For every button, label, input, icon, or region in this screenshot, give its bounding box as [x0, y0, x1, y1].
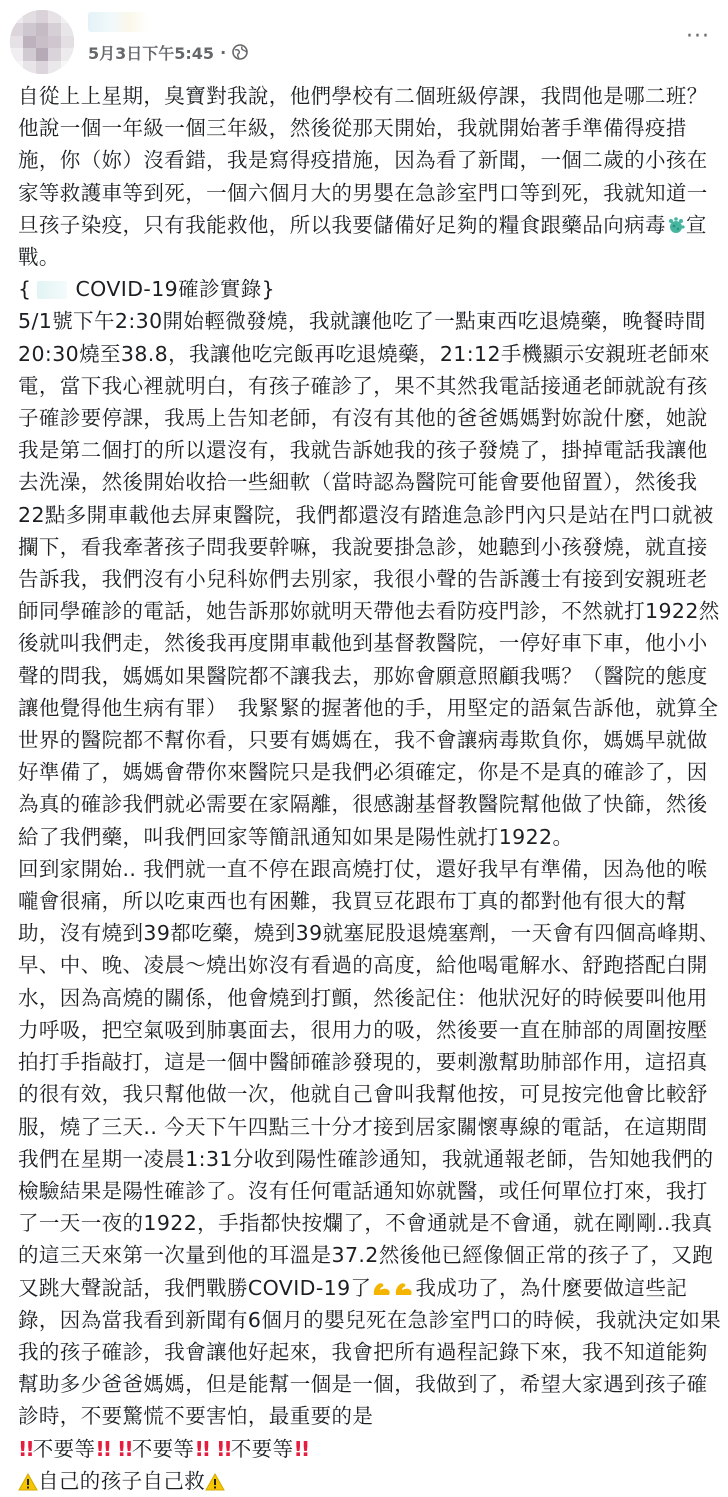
- double-exclamation-icon: !!: [117, 1436, 132, 1461]
- post-paragraph-3: 5/1號下午2:30開始輕微發燒，我就讓他吃了一點東西吃退燒藥，晚餐時間20:30燒至38.8，我讓他吃完飯再吃退燒藥，21:12手機顯示安親班老師來電，當下我心裡就明白，有孩子確診了，果不其然我電話接通老師就說有孩子確診要停課，我馬上告知老師，有沒有其他的爸爸媽媽對妳說什麼，她說我是第二個打的所以還沒有，我就告訴她我的孩子發燒了，掛掉電話我讓他去洗澡，然後開始收拾一些細軟（當時認為醫院可能會要他留置），然後我22點多開車載他去屏東醫院，我們都還沒有踏進急診門內只是站在門口就被攔下，看我牽著孩子問我要幹嘛，我說要掛急診，她聽到小孩發燒，就直接告訴我，我們沒有小兒科妳們去別家，我很小聲的告訴護士有接到安親班老師同學確診的電話，她告訴那妳就明天帶他去看防疫門診，不然就打1922然後就叫我們走，然後我再度開車載他到基督教醫院，一停好車下車，他小小聲的問我，媽媽如果醫院都不讓我去，那妳會願意照顧我嗎？（醫院的態度讓他覺得他生病有罪） 我緊緊的握著他的手，用堅定的語氣告訴他，就算全世界的醫院都不幫你看，只要有媽媽在，我不會讓病毒欺負你，媽媽早就做好準備了，媽媽會帶你來醫院只是我們必須確定，你是不是真的確診了，因為真的確診我們就必需要在家隔離，很感謝基督教醫院幫他做了快篩，然後給了我們藥，叫我們回家等簡訊通知如果是陽性就打1922。: [18, 309, 720, 849]
- double-exclamation-icon: !!: [18, 1436, 33, 1461]
- post-paragraph-4: 回到家開始.. 我們就一直不停在跟高燒打仗，還好我早有準備，因為他的喉嚨會很痛，所以吃東西也有困難，我買豆花跟布丁真的都對他有很大的幫助，沒有燒到39都吃藥，燒到39就塞屁股退燒塞劑，一天會有四個高峰期、早、中、晚、凌晨～燒出妳沒有看過的高度，給他喝電解水、舒跑搭配白開水，因為高燒的關係，他會燒到打顫，然後記住：他狀況好的時候要叫他用力呼吸，把空氣吸到肺裏面去，很用力的吸，然後要一直在肺部的周圍按壓拍打手指敲打，這是一個中醫師確診發現的，要刺激幫助肺部作用，這招真的很有效，我只幫他做一次，他就自己會叫我幫他按，可見按完他會比較舒服，燒了三天.. 今天下午四點三十分才接到居家關懷專線的電話，在這期間我們在星期一凌晨1:31分收到陽性確診通知，我就通報老師，告知她我們的檢驗結果是陽性確診了。沒有任何電話通知妳就醫，或任何單位打來，我打了一天一夜的1922，手指都快按爛了，不會通就是不會通，就在剛剛..我真的這三天來第一次量到他的耳溫是37.2然後他已經像個正常的孩子了，又跑又跳大聲說話，我們戰勝COVID-19了 我成功了，為什麼要做這些記錄，因為當我看到新聞有6個月的嬰兒死在急診室門口的時候，我就決定如果我的孩子確診，我會讓他好起來，我會把所有過程記錄下來，我不知道能夠幫助多少爸爸媽媽，但是能幫一個是一個，我做到了，希望大家遇到孩子確診時，不要驚慌不要害怕，最重要的是: [18, 856, 722, 1429]
- double-exclamation-icon: !!: [216, 1436, 231, 1461]
- more-options-button[interactable]: [682, 24, 714, 48]
- double-exclamation-icon: !!: [293, 1436, 309, 1461]
- globe-icon[interactable]: [232, 44, 248, 60]
- warning-icon: [205, 1473, 225, 1491]
- post-meta: 5月3日下午5:45 ·: [88, 40, 248, 64]
- virus-icon: [666, 216, 686, 236]
- post-paragraph-2: { COVID-19確診實錄}: [18, 277, 276, 302]
- flexed-biceps-icon: [393, 1279, 415, 1299]
- post-paragraph-5: !!不要等!! !!不要等!! !!不要等!!: [18, 1436, 309, 1461]
- double-exclamation-icon: !!: [95, 1436, 111, 1461]
- author-name[interactable]: [88, 12, 148, 32]
- avatar[interactable]: [10, 10, 74, 74]
- warning-icon: [18, 1473, 38, 1491]
- post-header: [0, 0, 728, 80]
- post-paragraph-6: 自己的孩子自己救: [18, 1465, 722, 1497]
- flexed-biceps-icon: [371, 1279, 393, 1299]
- more-dots-icon: ···: [686, 23, 710, 49]
- double-exclamation-icon: !!: [194, 1436, 210, 1461]
- redacted-name: [37, 281, 67, 299]
- post-paragraph-1: 自從上上星期，臭寶對我說，他們學校有二個班級停課，我問他是哪二班？他說一個一年級一個三年級，然後從那天開始，我就開始著手準備得疫措施，你（妳）沒看錯，我是寫得疫措施，因為看了新聞，一個二歲的小孩在家等救護車等到死，一個六個月大的男嬰在急診室門口等到死，我就知道一旦孩子染疫，只有我能救他，所以我要儲備好足夠的糧食跟藥品向病毒 宣戰。: [18, 84, 708, 270]
- post-timestamp[interactable]: 5月3日下午5:45: [88, 43, 215, 63]
- post-body: [18, 80, 722, 1497]
